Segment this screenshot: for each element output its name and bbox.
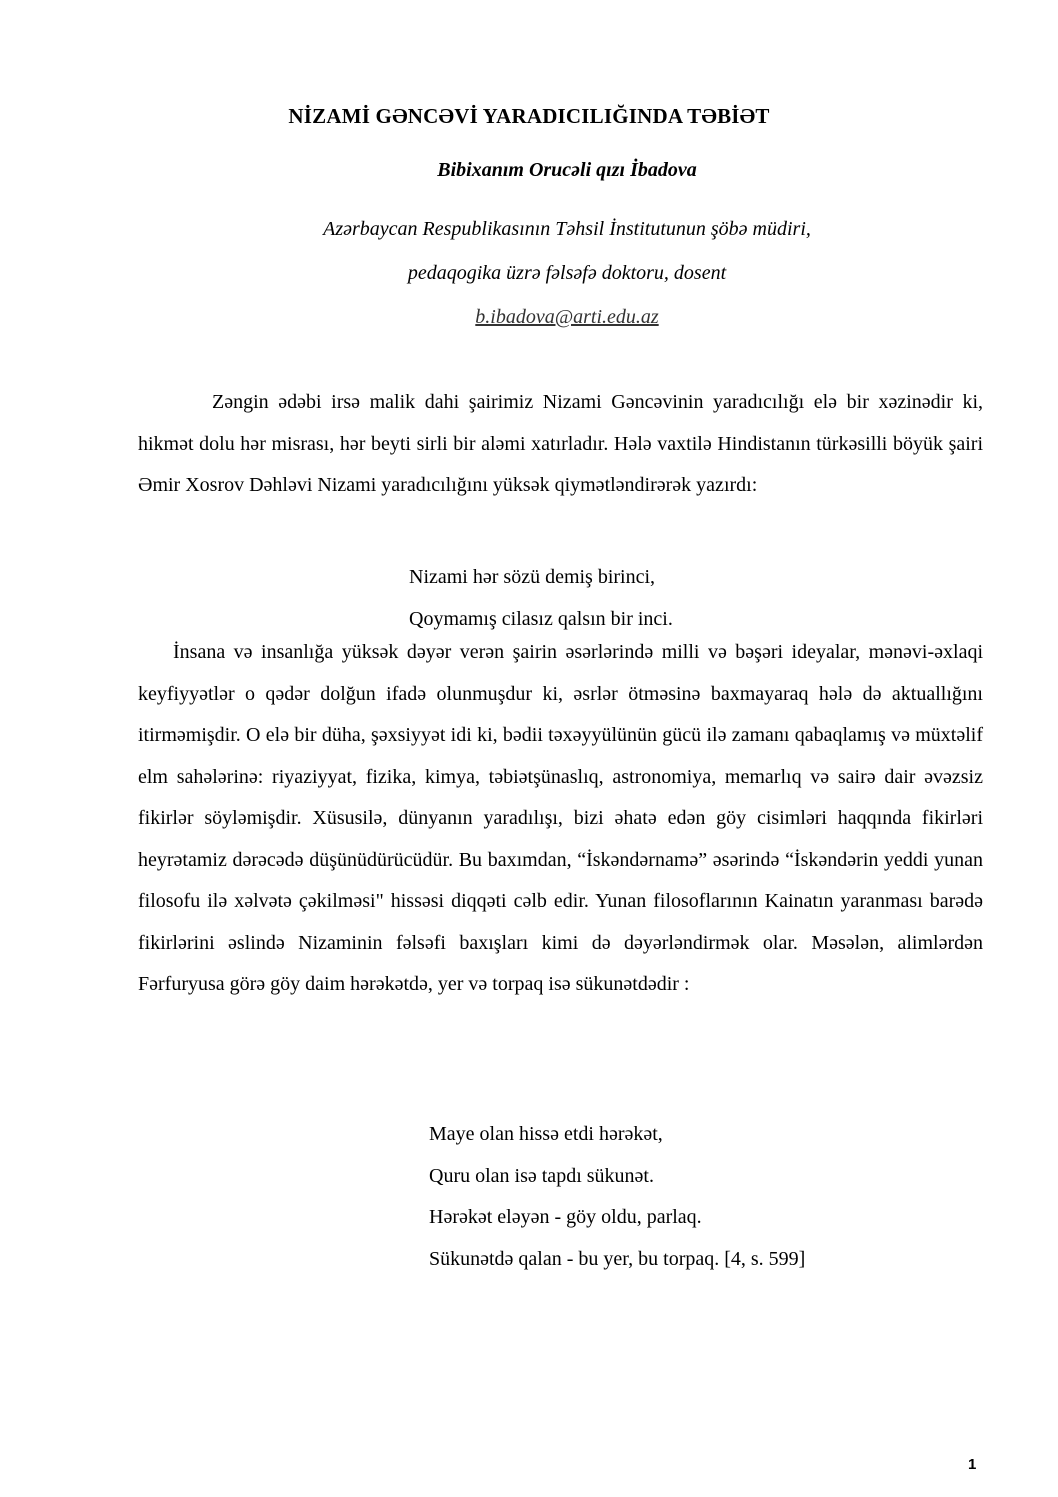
author-name: Bibixanım Orucəli qızı İbadova <box>437 159 697 181</box>
article-title: NİZAMİ GƏNCƏVİ YARADICILIĞINDA TƏBİƏT <box>288 104 770 128</box>
verse-quote-dehlavi <box>409 557 673 640</box>
body-paragraph-main: İnsana və insanlığa yüksək dəyər verən şairin əsərlərində milli və bəşəri ideyalar, mənəvi-əxlaqi keyfiyyətlər o qədər dolğun ifadə olunmuşdur ki, əsrlər ötməsinə baxmayaraq hələ də aktuallığını itirməmişdir. O elə bir düha, şəxsiyyət idi ki, bədii təxəyyülünün gücü ilə zamanı qabaqlamış və müxtəlif elm sahələrinə: riyaziyyat, fizika, kimya, təbiətşünaslıq, astronomiya, memarlıq və sairə dair əvəzsiz fikirlər söyləmişdir. Xüsusilə, dünyanın yaradılışı, bizi əhatə edən göy cisimləri haqqında fikirləri heyrətamiz dərəcədə düşünüdürücüdür. Bu baxımdan, “İskəndərnamə” əsərində “İskəndərin yeddi yunan filosofu ilə xəlvətə çəkilməsi" hissəsi diqqəti cəlb edir. Yunan filosoflarının Kainatın yaranması barədə fikirlərini əslində Nizaminin fəlsəfi baxışları kimi də dəyərləndirmək olar. Məsələn, alimlərdən Fərfuryusa görə göy daim hərəkətdə, yer və torpaq isə sükunətdədir : <box>138 641 983 995</box>
verse-line: Hərəkət eləyən - göy oldu, parlaq. <box>429 1206 702 1228</box>
author-degree-line: pedaqogika üzrə fəlsəfə doktoru, dosent <box>407 262 727 284</box>
verse-line: Nizami hər sözü demiş birinci, <box>409 566 656 588</box>
verse-quote-iskandarnama <box>429 1114 805 1280</box>
verse-line: Quru olan isə tapdı sükunət. <box>429 1164 654 1187</box>
verse-line: Qoymamış cilasız qalsın bir inci. <box>409 607 673 630</box>
author-affiliation-line: Azərbaycan Respublikasının Təhsil İnstitutunun şöbə müdiri, <box>323 218 811 240</box>
body-paragraph-intro: Zəngin ədəbi irsə malik dahi şairimiz Nizami Gəncəvinin yaradıcılığı elə bir xəzinədir ki, hikmət dolu hər misrası, hər beyti sirli bir aləmi xatırladır. Hələ vaxtilə Hindistanın türkəsilli böyük şairi Əmir Xosrov Dəhləvi Nizami yaradıcılığını yüksək qiymətləndirərək yazırdı: <box>138 391 983 496</box>
page-number: 1 <box>968 1456 977 1473</box>
author-email-link[interactable]: b.ibadova@arti.edu.az <box>475 306 659 328</box>
verse-line: Maye olan hissə etdi hərəkət, <box>429 1123 663 1145</box>
verse-line: Sükunətdə qalan - bu yer, bu torpaq. [4, s. 599] <box>429 1247 806 1270</box>
